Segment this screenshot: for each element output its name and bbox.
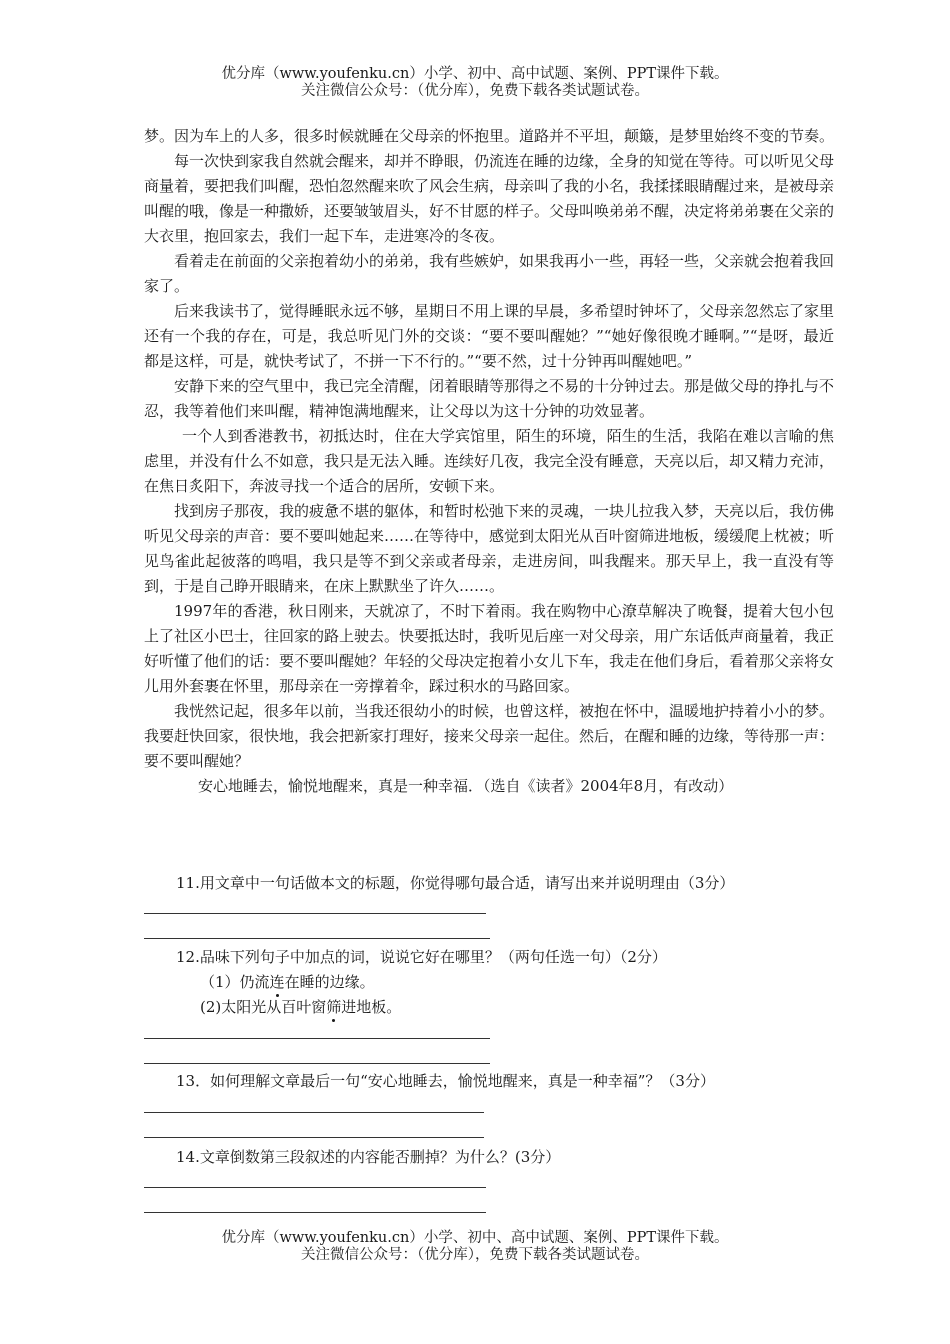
page-header [0,66,950,100]
dotted-word: 筛 [326,998,342,1016]
header-line-1: 优分库（www.youfenku.cn）小学、初中、高中试题、案例、PPT课件下载。 [221,66,729,82]
article-paragraph: 1997年的香港，秋日刚来，天就凉了，不时下着雨。我在购物中心潦草解决了晚餐，提着大包小包上了社区小巴士，往回家的路上驶去。快要抵达时，我听见后座一对父母亲，用广东话低声商量着，我正好听懂了他们的话：要不要叫醒她？年轻的父母决定抱着小女儿下车，我走在他们身后，看着那父亲将女儿用外套裹在怀里，那母亲在一旁撑着伞，踩过积水的马路回家。 [144,602,835,695]
answer-line [144,913,486,914]
article-body [144,124,834,799]
sentence-text: (2)太阳光从百叶窗 [200,998,327,1016]
answer-line [144,1137,484,1138]
question-13: 13．如何理解文章最后一句“安心地睡去，愉悦地醒来，真是一种幸福”？（3分） [176,1072,715,1090]
sentence-text: （1）仍流 [200,973,270,991]
answer-line [144,1112,484,1113]
article-paragraph: 梦。因为车上的人多，很多时候就睡在父母亲的怀抱里。道路并不平坦，颠簸，是梦里始终不变的节奏。 [144,127,835,145]
article-paragraph: 后来我读书了，觉得睡眠永远不够，星期日不用上课的早晨，多希望时钟坏了，父母亲忽然忘了家里还有一个我的存在，可是，我总听见门外的交谈：“要不要叫醒她？”“她好像很晚才睡啊。”“是呀，最近都是这样，可是，就快考试了，不拼一下不行的。”“要不然，过十分钟再叫醒她吧。” [144,302,835,370]
answer-line [144,1063,490,1064]
article-source-line: 安心地睡去，愉悦地醒来，真是一种幸福．（选自《读者》2004年8月，有改动） [198,777,734,795]
question-12: 12.品味下列句子中加点的词，说说它好在哪里？（两句任选一句）（2分） [176,948,667,966]
answer-line [144,938,490,939]
footer-line-2: 关注微信公众号：（优分库），免费下载各类试题试卷。 [301,1247,649,1263]
article-paragraph: 每一次快到家我自然就会醒来，却并不睁眼，仍流连在睡的边缘，全身的知觉在等待。可以听见父母商量着，要把我们叫醒，恐怕忽然醒来吹了风会生病，母亲叫了我的小名，我揉揉眼睛醒过来，是被母亲叫醒的哦，像是一种撒娇，还要皱皱眉头，好不甘愿的样子。父母叫唤弟弟不醒，决定将弟弟裹在父亲的大衣里，抱回家去，我们一起下车，走进寒冷的冬夜。 [144,152,835,245]
article-paragraph: 安静下来的空气里中，我已完全清醒，闭着眼睛等那得之不易的十分钟过去。那是做父母的挣扎与不忍，我等着他们来叫醒，精神饱满地醒来，让父母以为这十分钟的功效显著。 [144,377,835,420]
article-paragraph: 我恍然记起，很多年以前，当我还很幼小的时候，也曾这样，被抱在怀中，温暖地护持着小小的梦。我要赶快回家，很快地，我会把新家打理好，接来父母亲一起住。然后，在醒和睡的边缘，等待那一声：要不要叫醒她？ [144,702,835,770]
answer-line [144,1187,486,1188]
question-11: 11.用文章中一句话做本文的标题，你觉得哪句最合适，请写出来并说明理由（3分） [176,874,735,892]
answer-line [144,1212,486,1213]
answer-line [144,1038,490,1039]
page-footer [0,1230,950,1264]
question-12-sentence-2 [200,996,401,1018]
sentence-text: 进地板。 [341,998,402,1016]
question-12-sentence-1 [200,971,375,993]
sentence-text: 在睡的边缘。 [284,973,375,991]
header-line-2: 关注微信公众号：（优分库），免费下载各类试题试卷。 [301,83,649,99]
question-14: 14.文章倒数第三段叙述的内容能否删掉？为什么？(3分） [176,1148,561,1166]
article-paragraph: 找到房子那夜，我的疲惫不堪的躯体，和暂时松弛下来的灵魂，一块儿拉我入梦，天亮以后，我仿佛听见父母亲的声音：要不要叫她起来……在等待中，感觉到太阳光从百叶窗筛进地板，缓缓爬上枕被；听见鸟雀此起彼落的鸣唱，我只是等不到父亲或者母亲，走进房间，叫我醒来。那天早上，我一直没有等到，于是自己睁开眼睛来，在床上默默坐了许久……。 [144,502,835,595]
article-paragraph: 一个人到香港教书，初抵达时，住在大学宾馆里，陌生的环境，陌生的生活，我陷在难以言喻的焦虑里，并没有什么不如意，我只是无法入睡。连续好几夜，我完全没有睡意，天亮以后，却又精力充沛，在焦日炙阳下，奔波寻找一个适合的居所，安顿下来。 [144,427,835,495]
article-paragraph: 看着走在前面的父亲抱着幼小的弟弟，我有些嫉妒，如果我再小一些，再轻一些，父亲就会抱着我回家了。 [144,252,835,295]
dotted-word: 连 [269,973,285,991]
footer-line-1: 优分库（www.youfenku.cn）小学、初中、高中试题、案例、PPT课件下载。 [221,1230,729,1246]
